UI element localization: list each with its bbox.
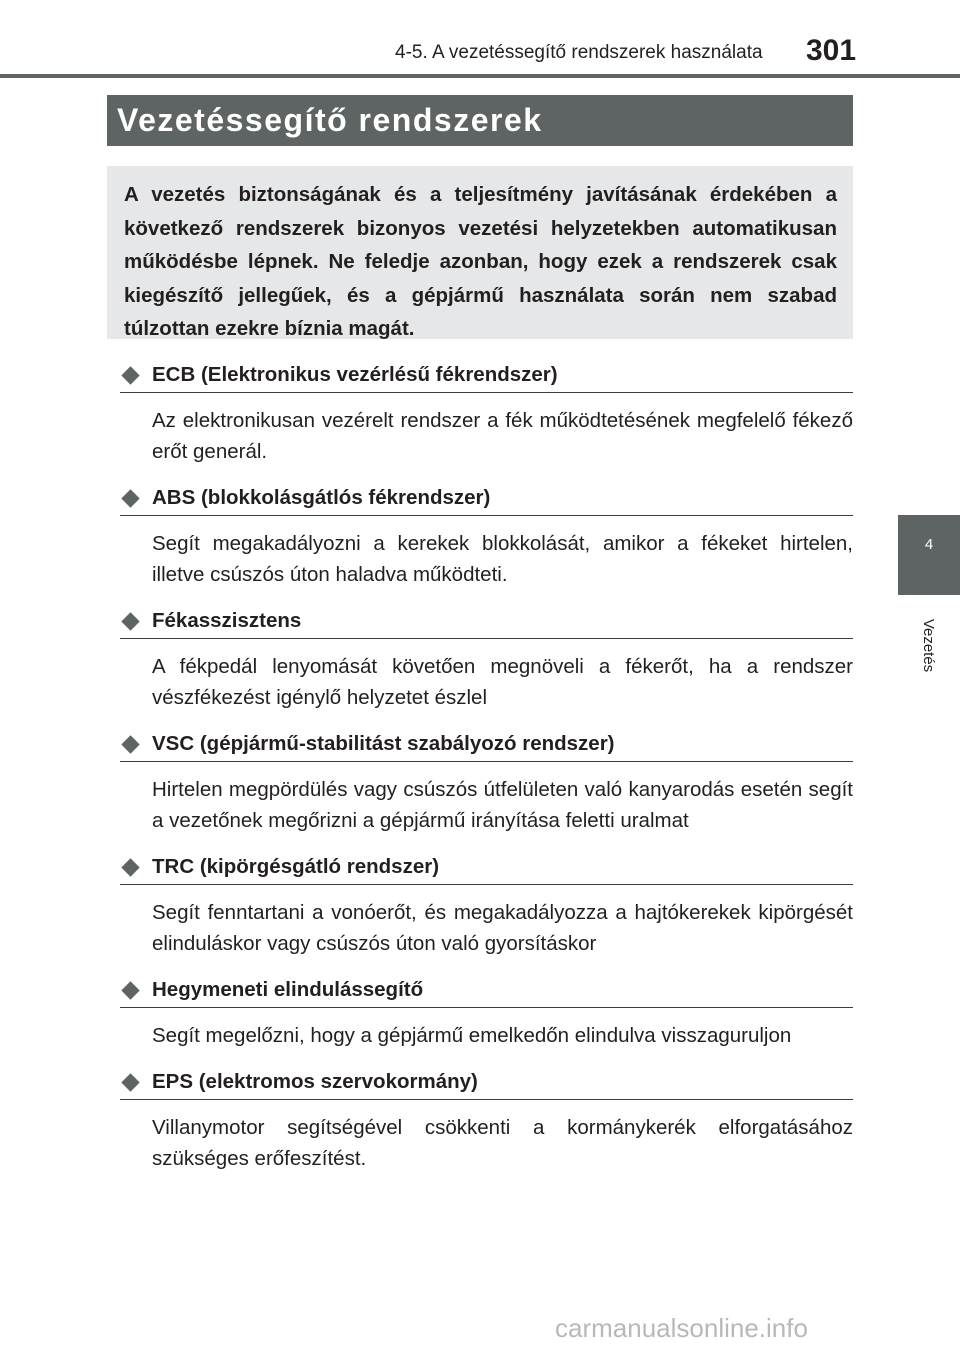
- item-heading: [120, 975, 853, 1005]
- item-divider: [120, 638, 853, 639]
- intro-text: A vezetés biztonságának és a teljesítmény javításának érdekében a következő rendszerek bizonyos vezetési helyzetekben automatikusan működésbe lépnek. Ne feledje azonban, hogy ezek a rendszerek csak kiegészítő jellegűek, és a gépjármű használata során nem szabad túlzottan ezekre bíznia magát.: [124, 183, 837, 340]
- item-heading-text: TRC (kipörgésgátló rendszer): [152, 855, 440, 878]
- item-divider: [120, 884, 853, 885]
- intro-box: [107, 166, 853, 339]
- item-heading-text: EPS (elektromos szervokormány): [152, 1070, 478, 1093]
- item-heading: [120, 606, 853, 636]
- item-description: Segít megakadályozni a kerekek blokkolását, amikor a fékeket hirtelen, illetve csúszós úton haladva működteti.: [152, 532, 853, 586]
- item-heading: [120, 852, 853, 882]
- item-divider: [120, 761, 853, 762]
- item-description: Segít fenntartani a vonóerőt, és megakadályozza a hajtókerekek kipörgését elinduláskor vagy csúszós úton való gyorsításkor: [152, 901, 853, 955]
- item-divider: [120, 1099, 853, 1100]
- diamond-bullet-icon: [121, 981, 139, 999]
- item-divider: [120, 392, 853, 393]
- list-item: [120, 852, 853, 959]
- watermark: carmanualsonline.info: [555, 1313, 808, 1343]
- item-description: Villanymotor segítségével csökkenti a kormánykerék elforgatásához szükséges erőfeszítést.: [152, 1116, 853, 1170]
- item-description: Az elektronikusan vezérelt rendszer a fék működtetésének megfelelő fékező erőt generál.: [152, 409, 853, 463]
- chapter-label-text: Vezetés: [920, 618, 938, 672]
- list-item: [120, 483, 853, 590]
- diamond-bullet-icon: [121, 858, 139, 876]
- item-description: A fékpedál lenyomását követően megnöveli a fékerőt, ha a rendszer vészfékezést igénylő helyzetet észlel: [152, 655, 853, 709]
- diamond-bullet-icon: [121, 366, 139, 384]
- section-title: 4-5. A vezetéssegítő rendszerek használata: [395, 42, 763, 63]
- item-description: Segít megelőzni, hogy a gépjármű emelkedőn elindulva visszaguruljon: [152, 1024, 792, 1047]
- item-heading: [120, 360, 853, 390]
- chapter-number: 4: [924, 536, 934, 553]
- item-heading-text: Hegymeneti elindulássegítő: [152, 978, 424, 1001]
- diamond-bullet-icon: [121, 735, 139, 753]
- list-item: [120, 975, 853, 1051]
- list-item: [120, 360, 853, 467]
- item-heading-text: Fékasszisztens: [152, 609, 302, 632]
- item-description: Hirtelen megpördülés vagy csúszós útfelületen való kanyarodás esetén segít a vezetőnek megőrizni a gépjármű irányítása feletti uralmat: [152, 778, 853, 832]
- item-divider: [120, 515, 853, 516]
- list-item: [120, 729, 853, 836]
- diamond-bullet-icon: [121, 489, 139, 507]
- item-heading: [120, 1067, 853, 1097]
- diamond-bullet-icon: [121, 1073, 139, 1091]
- header-divider: [0, 74, 960, 78]
- list-item: [120, 606, 853, 713]
- feature-list: [120, 360, 853, 1190]
- item-heading: [120, 729, 853, 759]
- diamond-bullet-icon: [121, 612, 139, 630]
- list-item: [120, 1067, 853, 1174]
- page-number: 301: [806, 34, 857, 67]
- item-heading-text: ABS (blokkolásgátlós fékrendszer): [152, 486, 491, 509]
- chapter-label: [897, 600, 960, 690]
- item-heading-text: VSC (gépjármű-stabilitást szabályozó rendszer): [152, 732, 615, 755]
- page-title: Vezetéssegítő rendszerek: [107, 95, 853, 146]
- chapter-tab[interactable]: [898, 515, 960, 595]
- item-heading: [120, 483, 853, 513]
- item-divider: [120, 1007, 853, 1008]
- item-heading-text: ECB (Elektronikus vezérlésű fékrendszer): [152, 363, 558, 386]
